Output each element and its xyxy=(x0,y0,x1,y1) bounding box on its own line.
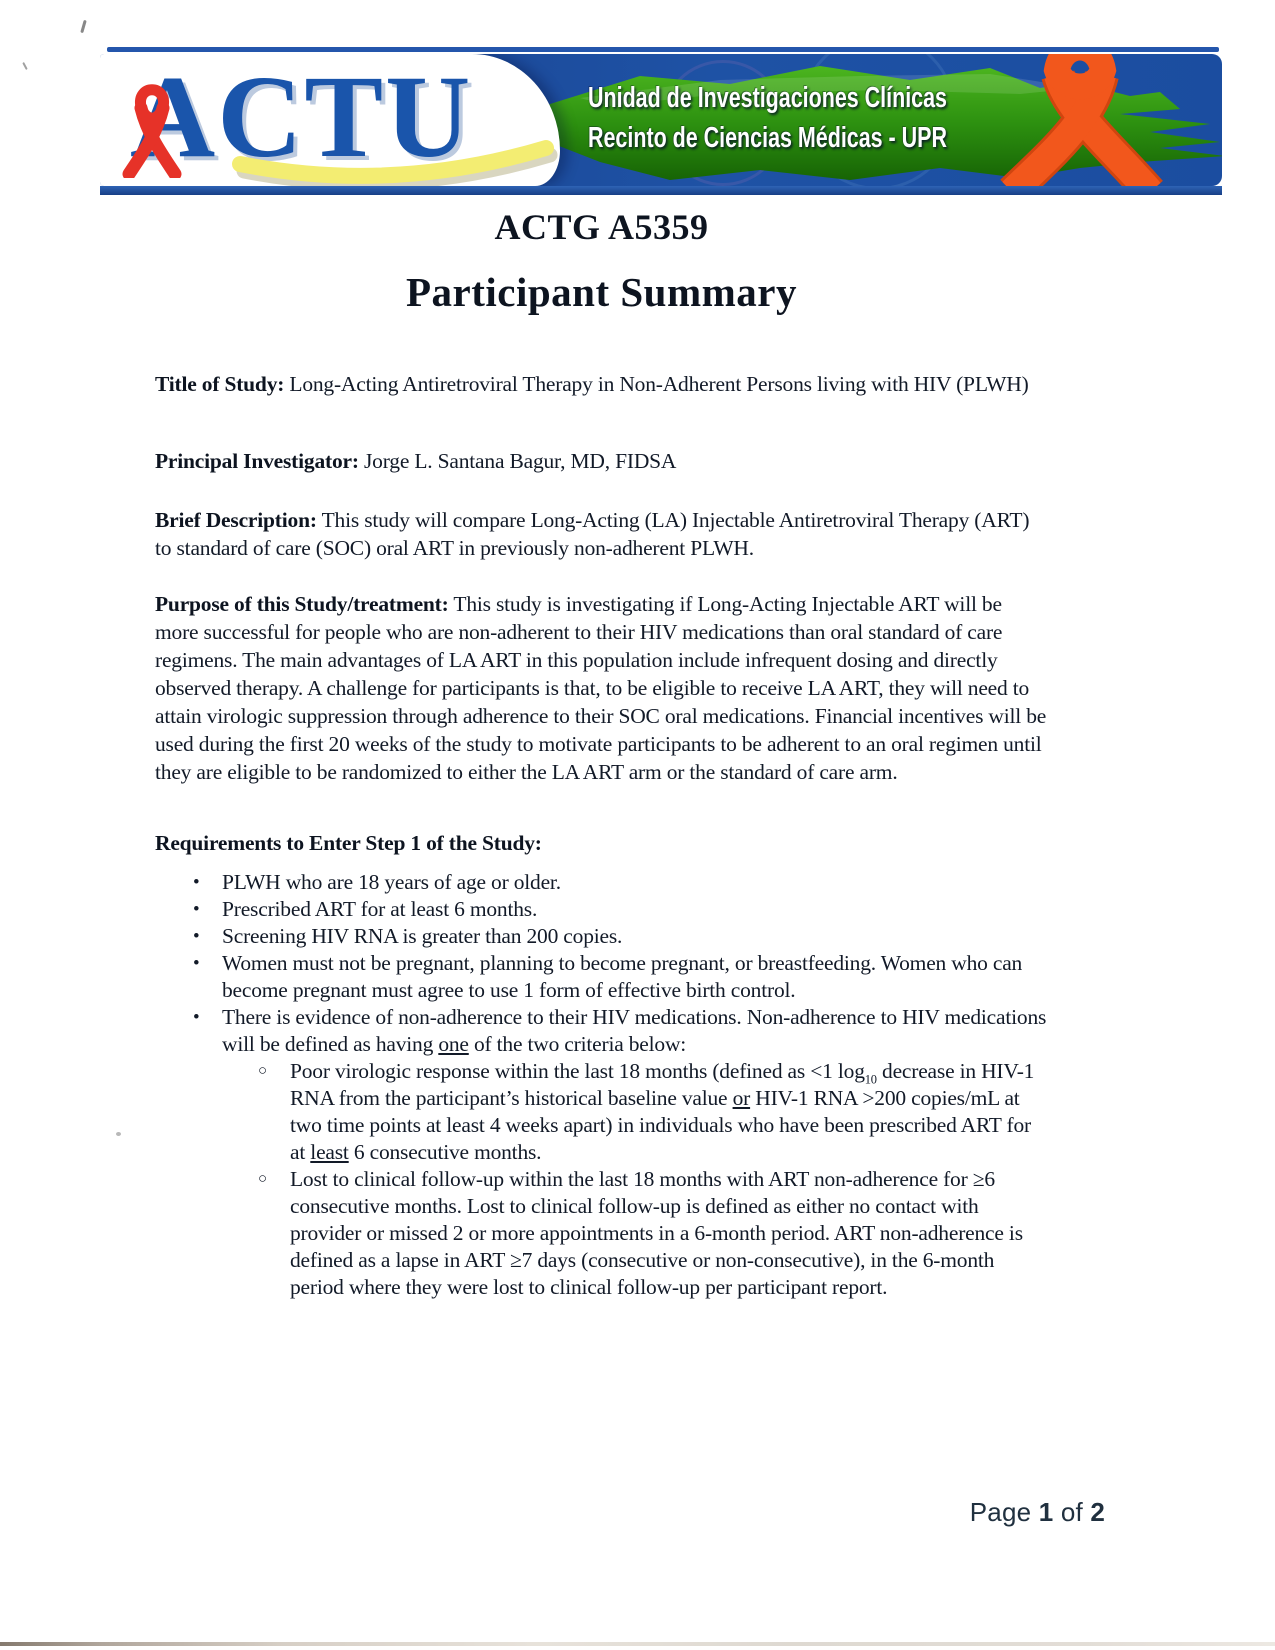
bullet-item xyxy=(155,950,1048,1004)
bullet-marker: • xyxy=(193,1007,200,1028)
bullet-text xyxy=(222,1004,1048,1058)
text-segment: 2 xyxy=(1090,1497,1105,1527)
text-segment: There is evidence of non-adherence to their HIV medications. Non-adherence to HIV medications will be defined as having xyxy=(222,1005,1047,1056)
org-line-2: Recinto de Ciencias Médicas - UPR xyxy=(588,122,947,154)
field-label: Title of Study: xyxy=(155,372,285,396)
field-value: Long-Acting Antiretroviral Therapy in Non-Adherent Persons living with HIV (PLWH) xyxy=(289,372,1029,396)
requirements-heading: Requirements to Enter Step 1 of the Study: xyxy=(155,831,542,855)
requirements-list xyxy=(155,869,1048,1301)
text-segment: HIV-1 RNA >200 copies/mL at two time points at least 4 weeks apart) in individuals who have been prescribed ART for at xyxy=(290,1086,1031,1164)
bullet-text xyxy=(222,923,1048,950)
sub-bullet-item xyxy=(155,1166,1048,1301)
text-segment: of xyxy=(1053,1497,1091,1527)
scan-mark xyxy=(22,62,28,70)
text-segment: Lost to clinical follow-up within the last 18 months with ART non-adherence for ≥6 consecutive months. Lost to clinical follow-up is defined as either no contact with provider or missed 2 or more appointments in a 6-month period. ART non-adherence is defined as a lapse in ART ≥7 days (consecutive or non-consecutive), in the 6-month period where they were lost to clinical follow-up per participant report. xyxy=(290,1167,1023,1299)
scan-mark xyxy=(80,20,86,33)
text-segment: least xyxy=(310,1140,349,1164)
field-value: Jorge L. Santana Bagur, MD, FIDSA xyxy=(364,449,677,473)
page-number-footer xyxy=(970,1497,1105,1528)
paragraph-brief-description xyxy=(155,506,1048,562)
scan-mark xyxy=(116,1132,121,1136)
bullet-text xyxy=(222,950,1048,1004)
text-segment: 1 xyxy=(1038,1497,1054,1527)
document-content xyxy=(155,0,1048,1650)
bullet-marker: • xyxy=(193,872,200,893)
text-segment: Screening HIV RNA is greater than 200 copies. xyxy=(222,924,623,948)
field-value: This study will compare Long-Acting (LA) Injectable Antiretroviral Therapy (ART) to standard of care (SOC) oral ART in previously non-adherent PLWH. xyxy=(155,508,1030,560)
bullet-marker: • xyxy=(193,899,200,920)
actu-logo: ACTU xyxy=(130,54,473,182)
page-title: Participant Summary xyxy=(406,269,797,315)
org-line-1: Unidad de Investigaciones Clínicas xyxy=(588,82,947,114)
paragraph-principal-investigator xyxy=(155,447,1048,475)
paragraph-purpose xyxy=(155,590,1048,786)
text-segment: 10 xyxy=(864,1072,877,1087)
bullet-item xyxy=(155,923,1048,950)
sub-bullet-text xyxy=(290,1166,1048,1301)
bullet-item xyxy=(155,1004,1048,1058)
field-label: Principal Investigator: xyxy=(155,449,359,473)
field-label: Brief Description: xyxy=(155,508,317,532)
field-label: Purpose of this Study/treatment: xyxy=(155,592,449,616)
bullet-text xyxy=(222,869,1048,896)
bullet-marker: • xyxy=(193,926,200,947)
text-segment: Poor virologic response within the last 18 months (defined as <1 log xyxy=(290,1059,865,1083)
bullet-marker: • xyxy=(193,953,200,974)
field-value: This study is investigating if Long-Acting Injectable ART will be more successful for people who are non-adherent to their HIV medications than oral standard of care regimens. The main advantages of LA ART in this population include infrequent dosing and directly observed therapy. A challenge for participants is that, to be eligible to receive LA ART, they will need to attain virologic suppression through adherence to their SOC oral medications. Financial incentives will be used during the first 20 weeks of the study to motivate participants to be adherent to an oral regimen until they are eligible to be randomized to either the LA ART arm or the standard of care arm. xyxy=(155,592,1047,784)
paragraph-title-of-study xyxy=(155,370,1048,398)
text-segment: 6 consecutive months. xyxy=(348,1140,542,1164)
text-segment: Prescribed ART for at least 6 months. xyxy=(222,897,538,921)
bullet-item xyxy=(155,896,1048,923)
text-segment: one xyxy=(438,1032,469,1056)
text-segment: Women must not be pregnant, planning to become pregnant, or breastfeeding. Women who can become pregnant must agree to use 1 form of effective birth control. xyxy=(222,951,1023,1002)
text-segment: or xyxy=(732,1086,751,1110)
text-segment: decrease in HIV-1 RNA from the participant’s historical baseline value xyxy=(290,1059,1035,1110)
bullet-text xyxy=(222,896,1048,923)
bullet-item xyxy=(155,869,1048,896)
text-segment: PLWH who are 18 years of age or older. xyxy=(222,870,561,894)
sub-bullet-marker: ○ xyxy=(258,1171,267,1187)
sub-bullet-marker: ○ xyxy=(258,1063,267,1079)
text-segment: of the two criteria below: xyxy=(468,1032,687,1056)
sub-bullet-text xyxy=(290,1058,1048,1166)
study-code-title: ACTG A5359 xyxy=(494,207,709,247)
text-segment: Page xyxy=(969,1497,1039,1527)
sub-bullet-item xyxy=(155,1058,1048,1166)
